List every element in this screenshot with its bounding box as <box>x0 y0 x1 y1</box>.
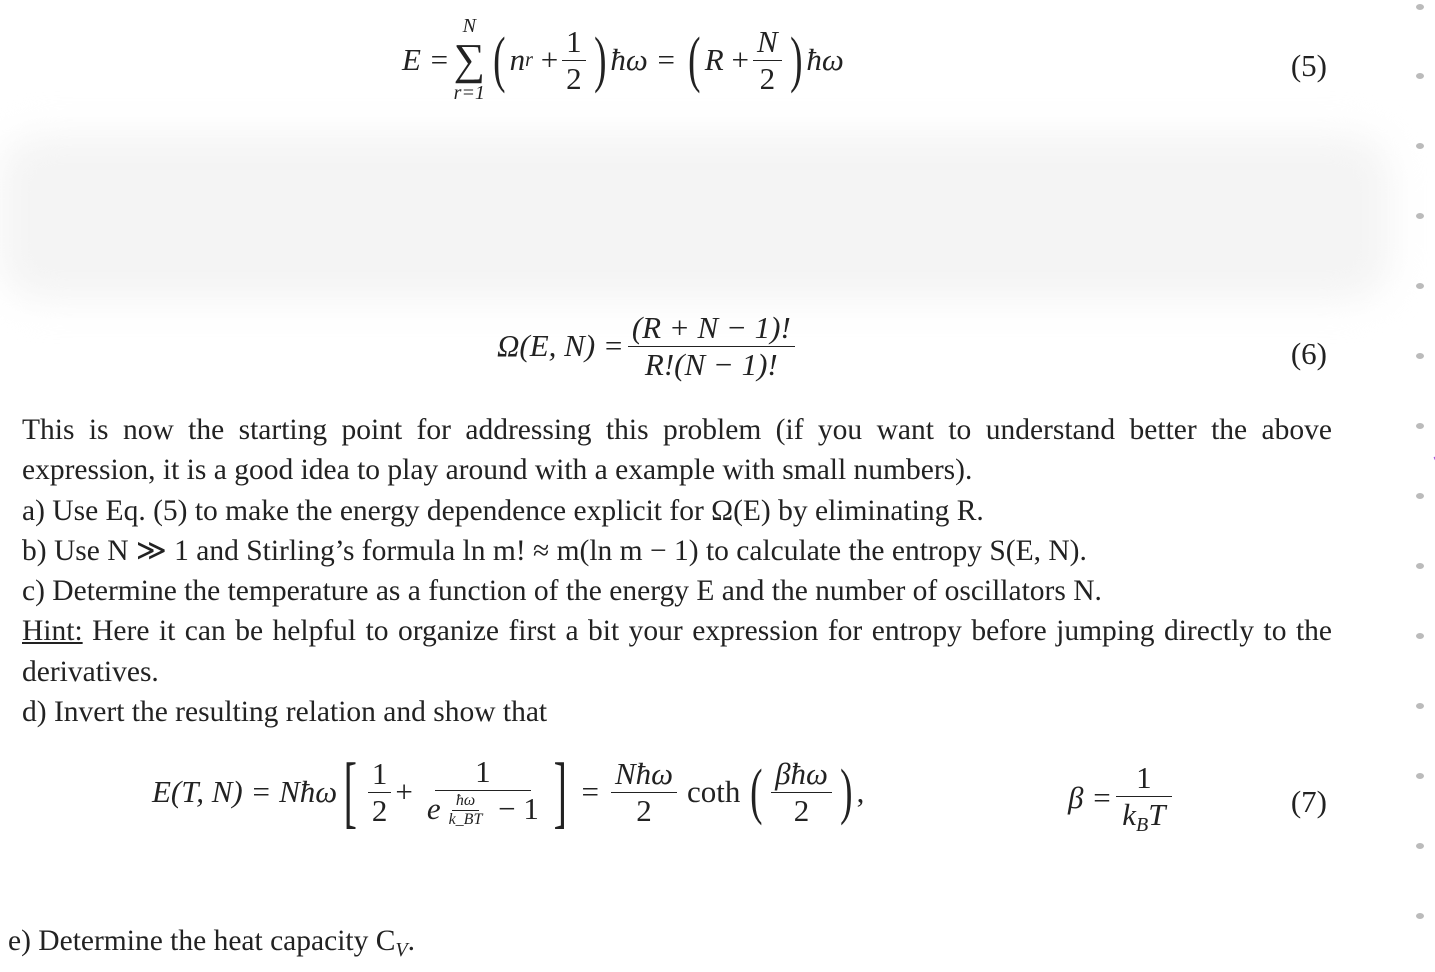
den: 2 <box>371 792 388 828</box>
part-b: b) Use N ≫ 1 and Stirling’s formula ln m! ≈ m(ln m − 1) to calculate the entropy S(E, N). <box>22 534 1087 567</box>
beta-fraction <box>1116 760 1172 837</box>
sub: B <box>1136 813 1149 836</box>
dot <box>1416 563 1424 569</box>
hbar-omega: ħω <box>806 42 844 77</box>
dot <box>1416 703 1424 709</box>
paren: ( <box>750 758 763 826</box>
eq5-lhs: E = <box>402 42 450 77</box>
dot <box>1416 913 1424 919</box>
equation-number-7: (7) <box>1290 784 1327 819</box>
exp-base: e <box>426 790 441 826</box>
part-e-text: e) Determine the heat capacity C <box>8 925 396 957</box>
den: k_BT <box>448 811 483 829</box>
beta-definition <box>1068 760 1176 837</box>
coth: coth <box>687 774 741 809</box>
den <box>423 791 543 830</box>
summation <box>454 15 485 105</box>
num: 1 <box>562 24 586 61</box>
period: . <box>407 925 415 957</box>
part-a: a) Use Eq. (5) to make the energy dependence explicit for Ω(E) by eliminating R. <box>22 494 984 527</box>
problem-text <box>22 410 1332 732</box>
hint <box>22 611 1332 692</box>
half <box>562 24 586 96</box>
blurred-region <box>0 135 1390 300</box>
bracket: [ <box>343 748 358 836</box>
part-d: d) Invert the resulting relation and show that <box>22 696 548 729</box>
equation-7 <box>152 748 865 836</box>
den <box>1118 797 1169 837</box>
dot <box>1416 143 1424 149</box>
den: 2 <box>566 60 582 96</box>
plus: + <box>731 42 749 77</box>
num: (R + N − 1)! <box>628 310 795 347</box>
equation-5 <box>402 15 844 105</box>
hint-label: Hint: <box>22 615 83 648</box>
equation-number-6: (6) <box>1290 336 1327 371</box>
equals: = <box>581 774 599 809</box>
paren: ( <box>493 26 506 94</box>
paren: ) <box>840 758 853 826</box>
minus-one: − 1 <box>498 790 539 826</box>
den: R!(N − 1)! <box>644 346 778 382</box>
num: 1 <box>368 756 392 793</box>
half <box>368 756 392 828</box>
sum-upper: N <box>462 15 476 37</box>
bose-fraction <box>423 754 543 829</box>
dot <box>1416 73 1424 79</box>
part-e <box>8 925 415 962</box>
dot <box>1416 353 1424 359</box>
eq7-lhs: E(T, N) = Nħω <box>152 774 338 809</box>
bracket: ] <box>553 748 567 836</box>
exponent <box>445 792 487 830</box>
eq6-lhs: Ω(E, N) = <box>497 328 624 364</box>
n-half <box>753 24 782 96</box>
num: ħω <box>452 792 479 811</box>
part-e-sub: V <box>395 939 408 961</box>
page-edge-dots <box>1416 0 1426 972</box>
num: 1 <box>1116 760 1172 797</box>
den: 2 <box>759 60 776 96</box>
T: T <box>1148 796 1166 832</box>
plus: + <box>540 42 559 77</box>
num: 1 <box>435 754 531 791</box>
paren: ) <box>593 26 607 94</box>
bhw-half <box>771 756 832 828</box>
k: k <box>1122 796 1136 832</box>
part-c: c) Determine the temperature as a function of the energy E and the number of oscillators N. <box>22 575 1102 608</box>
dot <box>1416 773 1424 779</box>
dot <box>1416 283 1424 289</box>
dot <box>1416 633 1424 639</box>
equation-number-5: (5) <box>1290 48 1327 83</box>
num: βħω <box>771 756 832 793</box>
dot <box>1416 4 1424 10</box>
n-sub: r <box>525 48 533 71</box>
dot <box>1416 423 1424 429</box>
hbar-omega: ħω = <box>610 42 677 77</box>
beta: β = <box>1068 780 1113 816</box>
paren: ) <box>789 26 803 94</box>
plus: + <box>395 774 413 809</box>
comma: , <box>856 774 865 809</box>
intro-text: This is now the starting point for addressing this problem (if you want to understand better the above expression, it is a good idea to play around with a example with small numbers). <box>22 414 1332 487</box>
equation-6 <box>497 310 799 382</box>
sum-symbol: ∑ <box>453 35 485 84</box>
eq6-fraction <box>628 310 795 382</box>
R: R <box>704 42 724 77</box>
dot <box>1416 493 1424 499</box>
dot <box>1416 843 1424 849</box>
nhw-half <box>611 756 677 828</box>
n: n <box>509 42 526 77</box>
sum-lower: r=1 <box>453 82 485 104</box>
hint-text: Here it can be helpful to organize first a bit your expression for entropy before jumping directly to the derivatives. <box>22 615 1332 688</box>
num: N <box>753 24 782 61</box>
paren: ( <box>688 26 701 94</box>
den: 2 <box>793 792 810 828</box>
num: Nħω <box>611 756 677 793</box>
den: 2 <box>636 792 652 828</box>
dot <box>1416 213 1424 219</box>
